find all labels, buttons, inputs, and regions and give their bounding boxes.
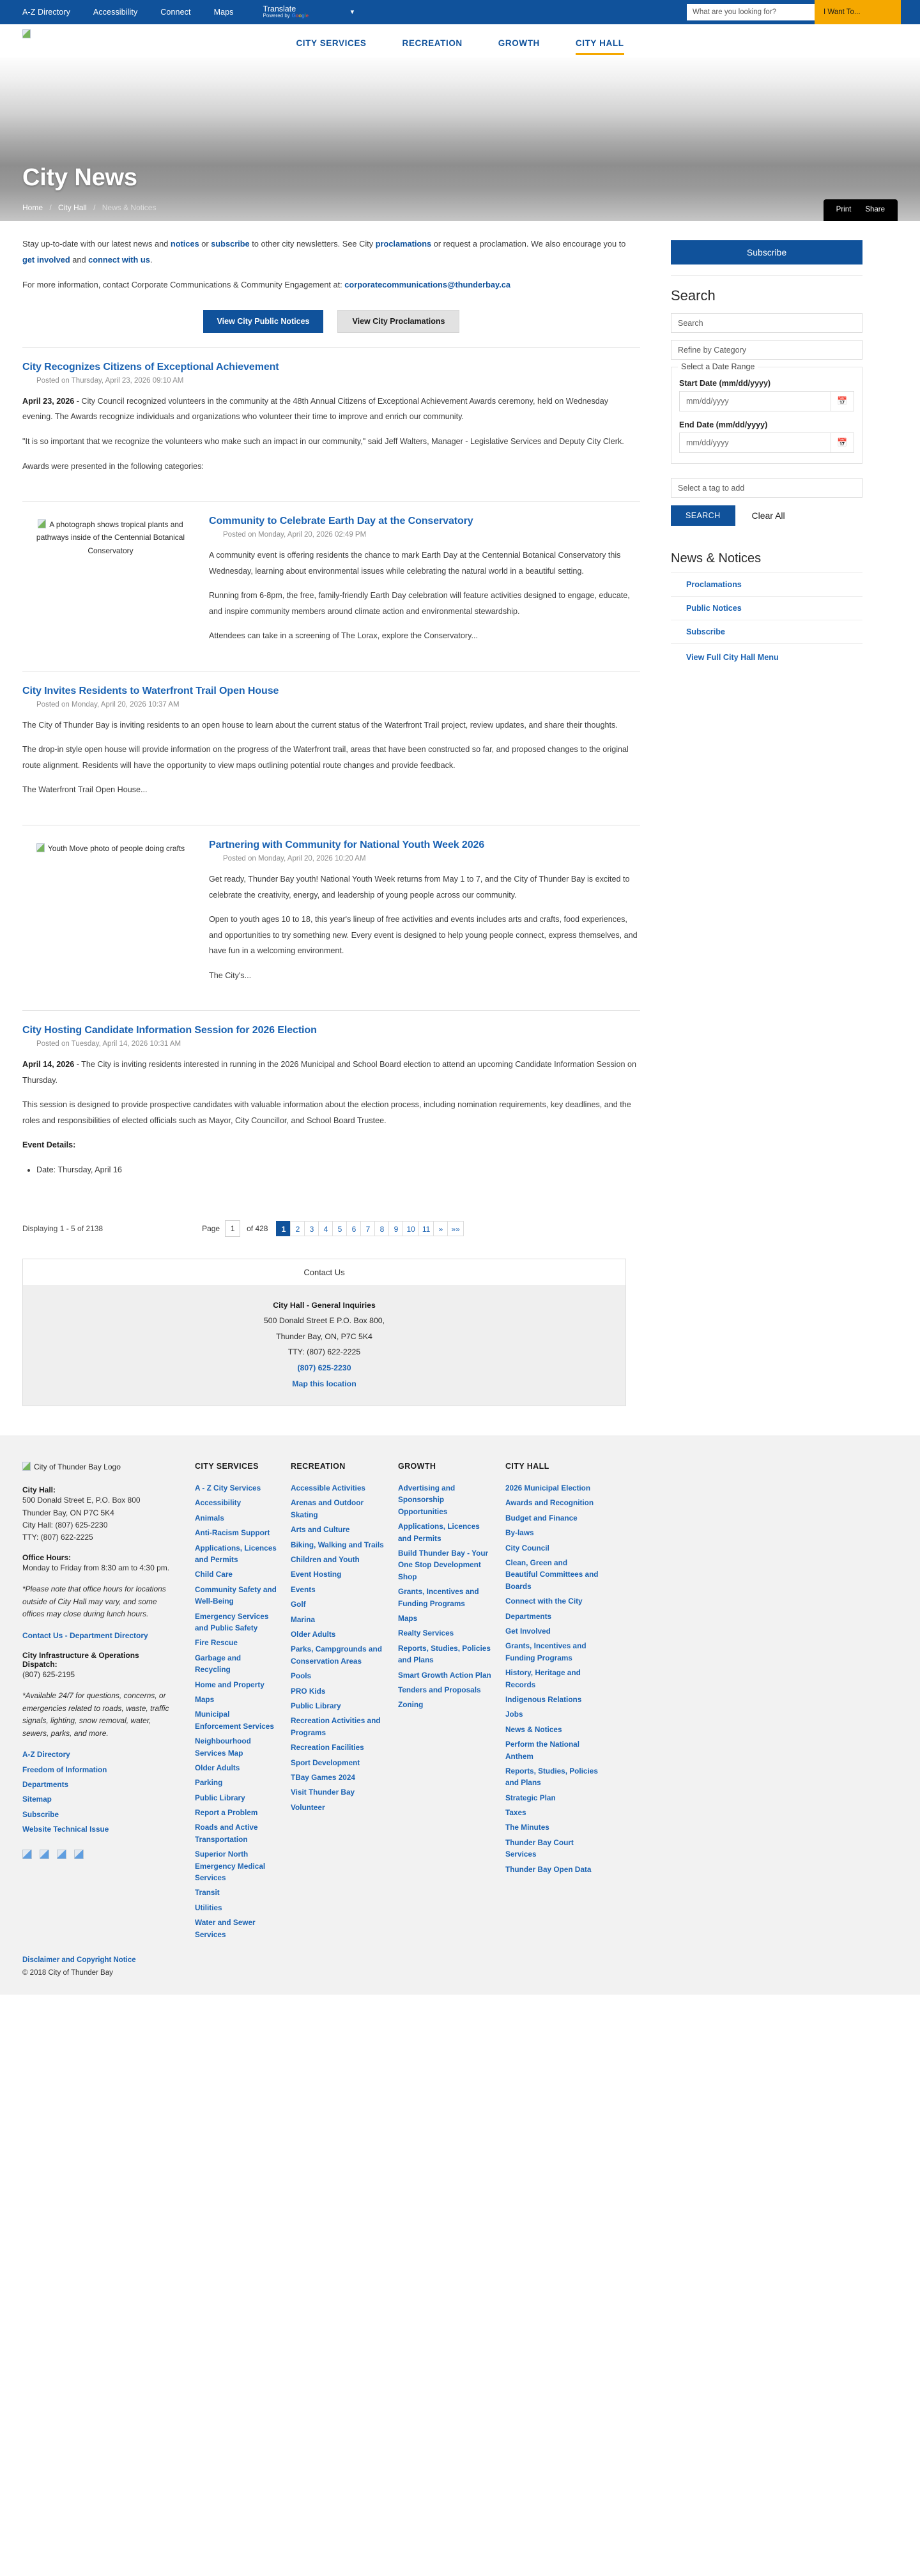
footer-heading-city-services: CITY SERVICES bbox=[195, 1462, 259, 1471]
article-lead: April 23, 2026 - City Council recognized volunteers in the community at the 48th Annual Citizens of Exceptional Achievement Awards ceremony, held on Wednesday evening. The Awards recognize individuals and organizations who volunteer their time to improve and enrich our community. bbox=[22, 396, 609, 422]
footer-link-az-directory[interactable]: A-Z Directory bbox=[22, 1750, 70, 1759]
news-article bbox=[22, 348, 640, 487]
pager-page-3[interactable]: 3 bbox=[304, 1221, 319, 1236]
footer-link[interactable]: Maps bbox=[195, 1694, 215, 1704]
footer-link[interactable]: Connect with the City bbox=[505, 1597, 583, 1606]
pager-page-4[interactable]: 4 bbox=[318, 1221, 333, 1236]
footer-link[interactable]: Accessible Activities bbox=[291, 1483, 365, 1493]
sidebar-view-full-menu-link[interactable]: View Full City Hall Menu bbox=[686, 653, 779, 662]
footer-link[interactable]: Older Adults bbox=[195, 1763, 240, 1772]
pager-total-pages: of 428 bbox=[247, 1223, 268, 1233]
footer-link[interactable]: Child Care bbox=[195, 1570, 233, 1579]
contact-address-line-2: Thunder Bay, ON, P7C 5K4 bbox=[276, 1331, 372, 1341]
footer-link[interactable]: Roads and Active Transportation bbox=[195, 1823, 258, 1844]
footer-link[interactable]: Applications, Licences and Permits bbox=[195, 1543, 277, 1565]
site-logo-icon[interactable] bbox=[22, 29, 31, 38]
date-range-fieldset bbox=[671, 362, 862, 464]
broken-image-icon bbox=[38, 519, 46, 528]
broken-image-icon bbox=[22, 1462, 31, 1471]
youtube-icon[interactable] bbox=[74, 1850, 84, 1859]
utility-bar bbox=[0, 0, 920, 24]
view-public-notices-button[interactable]: View City Public Notices bbox=[203, 310, 324, 333]
broken-image-icon bbox=[36, 843, 45, 852]
pager-page-2[interactable]: 2 bbox=[290, 1221, 305, 1236]
end-date-field[interactable] bbox=[679, 433, 854, 453]
footer-link[interactable]: Grants, Incentives and Funding Programs bbox=[398, 1587, 479, 1608]
article-title bbox=[22, 362, 640, 373]
article-title-link[interactable]: Community to Celebrate Earth Day at the Conservatory bbox=[209, 516, 473, 527]
footer-tty: TTY: (807) 622-2225 bbox=[22, 1533, 93, 1542]
pager-page-7[interactable]: 7 bbox=[360, 1221, 375, 1236]
link-get-involved[interactable]: get involved bbox=[22, 254, 70, 264]
breadcrumb-separator: / bbox=[49, 203, 52, 212]
news-article bbox=[22, 1011, 640, 1188]
breadcrumb-home[interactable]: Home bbox=[22, 203, 43, 212]
news-article bbox=[22, 825, 640, 996]
news-article bbox=[22, 502, 640, 657]
footer-heading-growth: GROWTH bbox=[398, 1462, 436, 1471]
utility-link-maps[interactable]: Maps bbox=[213, 8, 234, 17]
footer-link[interactable]: Events bbox=[291, 1584, 316, 1594]
footer-contact-column bbox=[22, 1462, 195, 1943]
footer-phone: City Hall: (807) 625-2230 bbox=[22, 1520, 108, 1529]
footer-link[interactable]: Home and Property bbox=[195, 1680, 264, 1689]
sidebar-clear-all-button[interactable]: Clear All bbox=[751, 510, 785, 521]
intro-block bbox=[22, 236, 640, 348]
footer-link[interactable]: Biking, Walking and Trails bbox=[291, 1540, 384, 1549]
end-date-input[interactable]: mm/dd/yyyy bbox=[686, 438, 729, 447]
article-lead: A community event is offering residents the chance to mark Earth Day at the Centennial Botanical Conservatory this Wednesday, learning about environmental issues while celebrating the natural world in a beautiful setting. bbox=[209, 551, 621, 576]
footer-link[interactable]: By-laws bbox=[505, 1528, 534, 1538]
article-paragraph-2: Running from 6-8pm, the free, family-friendly Earth Day celebration will feature activities designed to engage, educate, and inspire community members around climate action and environmental stewardship. bbox=[209, 591, 630, 616]
facebook-icon[interactable] bbox=[22, 1850, 32, 1859]
footer-link-freedom-of-information[interactable]: Freedom of Information bbox=[22, 1765, 107, 1774]
footer-department-directory-link[interactable]: Contact Us - Department Directory bbox=[22, 1630, 148, 1640]
i-want-to-button[interactable]: I Want To... bbox=[815, 0, 901, 24]
nav-growth[interactable]: GROWTH bbox=[498, 38, 540, 48]
article-title bbox=[22, 1025, 640, 1036]
article-title bbox=[209, 839, 640, 851]
footer-link[interactable]: Awards and Recognition bbox=[505, 1498, 594, 1508]
translate-widget[interactable] bbox=[263, 5, 309, 19]
pagination bbox=[22, 1220, 640, 1237]
site-header bbox=[0, 24, 920, 57]
link-proclamations[interactable]: proclamations bbox=[375, 239, 432, 249]
footer-cityhall-label: City Hall: bbox=[22, 1485, 56, 1495]
sidebar-category-select[interactable]: Refine by Category bbox=[671, 340, 862, 360]
footer-column-growth bbox=[398, 1462, 505, 1943]
site-footer bbox=[0, 1436, 920, 1995]
nav-city-hall[interactable]: CITY HALL bbox=[576, 38, 624, 55]
sidebar-link-proclamations[interactable]: Proclamations bbox=[671, 572, 862, 596]
calendar-icon[interactable]: 📅 bbox=[831, 392, 854, 411]
utility-link-connect[interactable]: Connect bbox=[160, 8, 191, 17]
contact-tty: TTY: (807) 622-2225 bbox=[288, 1347, 361, 1357]
main-navigation bbox=[0, 38, 920, 55]
footer-link[interactable]: Reports, Studies, Policies and Plans bbox=[505, 1766, 598, 1788]
article-thumbnail[interactable] bbox=[22, 839, 199, 992]
footer-link[interactable]: Report a Problem bbox=[195, 1808, 258, 1818]
sidebar-search-actions bbox=[671, 505, 888, 526]
footer-link[interactable]: Reports, Studies, Policies and Plans bbox=[398, 1643, 491, 1665]
footer-logo-alt: City of Thunder Bay Logo bbox=[34, 1462, 121, 1472]
footer-link[interactable]: Visit Thunder Bay bbox=[291, 1788, 355, 1797]
article-title-link[interactable]: City Hosting Candidate Information Session for 2026 Election bbox=[22, 1025, 317, 1036]
footer-link[interactable]: Arenas and Outdoor Skating bbox=[291, 1498, 364, 1519]
footer-link[interactable]: Animals bbox=[195, 1513, 224, 1522]
footer-link-departments[interactable]: Departments bbox=[22, 1780, 69, 1789]
sidebar-link-public-notices[interactable]: Public Notices bbox=[671, 596, 862, 620]
footer-available-note: *Available 24/7 for questions, concerns, or emergencies related to roads, waste, traffic signals, lighting, snow removal, water, sewers, parks, and more. bbox=[22, 1691, 169, 1738]
article-thumbnail[interactable] bbox=[22, 516, 199, 653]
sidebar-news-list bbox=[671, 572, 862, 644]
footer-link[interactable]: Community Safety and Well-Being bbox=[195, 1584, 277, 1606]
article-paragraph-2: The drop-in style open house will provide information on the progress of the Waterfront trail, areas that have been constructed so far, and proposed changes to the original route alignment. Residents will have the opportunity to view maps outlining potential route changes and provide feedback. bbox=[22, 745, 629, 770]
footer-link[interactable]: Tenders and Proposals bbox=[398, 1685, 481, 1694]
footer-link[interactable]: Golf bbox=[291, 1600, 306, 1609]
article-posted-date: Posted on Thursday, April 23, 2026 09:10 AM bbox=[36, 376, 184, 385]
article-paragraph-3: Awards were presented in the following categories: bbox=[22, 461, 204, 471]
article-paragraph-3: The City's... bbox=[209, 970, 252, 980]
footer-links-growth bbox=[398, 1482, 491, 1711]
pager-last-button[interactable]: »» bbox=[447, 1221, 463, 1236]
footer-link[interactable]: Strategic Plan bbox=[505, 1793, 556, 1802]
footer-link[interactable]: Recreation Activities and Programs bbox=[291, 1716, 381, 1737]
pager-page-1[interactable]: 1 bbox=[276, 1221, 291, 1236]
footer-logo[interactable] bbox=[22, 1462, 176, 1471]
contact-card bbox=[22, 1259, 626, 1407]
footer-link[interactable]: Anti-Racism Support bbox=[195, 1528, 270, 1538]
footer-link[interactable]: Indigenous Relations bbox=[505, 1694, 582, 1704]
footer-link[interactable]: Applications, Licences and Permits bbox=[398, 1522, 480, 1543]
start-date-input[interactable]: mm/dd/yyyy bbox=[686, 397, 729, 406]
pager-page-11[interactable]: 11 bbox=[418, 1221, 434, 1236]
footer-link[interactable]: News & Notices bbox=[505, 1724, 562, 1734]
footer-link[interactable]: Transit bbox=[195, 1888, 220, 1897]
contact-card-heading: Contact Us bbox=[23, 1259, 625, 1286]
pager-next-button[interactable]: » bbox=[433, 1221, 448, 1236]
pager-page-input[interactable] bbox=[225, 1220, 240, 1237]
footer-link[interactable]: Pools bbox=[291, 1671, 312, 1681]
article-lead-date: April 14, 2026 bbox=[22, 1060, 75, 1070]
social-icons bbox=[22, 1850, 176, 1859]
footer-link[interactable]: City Council bbox=[505, 1543, 549, 1552]
footer-link[interactable]: Water and Sewer Services bbox=[195, 1918, 256, 1939]
footer-link-subscribe[interactable]: Subscribe bbox=[22, 1809, 59, 1819]
chevron-down-icon[interactable]: ▾ bbox=[350, 8, 355, 16]
article-thumbnail-alt: Youth Move photo of people doing crafts bbox=[47, 843, 185, 853]
footer-link[interactable]: Parks, Campgrounds and Conservation Areas bbox=[291, 1644, 382, 1666]
footer-link[interactable]: Volunteer bbox=[291, 1802, 325, 1812]
link-connect-with-us[interactable]: connect with us bbox=[88, 254, 150, 264]
footer-link[interactable]: Garbage and Recycling bbox=[195, 1653, 241, 1675]
footer-link[interactable]: PRO Kids bbox=[291, 1686, 326, 1696]
footer-link[interactable]: Get Involved bbox=[505, 1627, 551, 1636]
footer-link[interactable]: TBay Games 2024 bbox=[291, 1772, 355, 1782]
article-bullet-list bbox=[22, 1162, 640, 1178]
breadcrumb-city-hall[interactable]: City Hall bbox=[58, 203, 87, 212]
footer-dispatch-phone: (807) 625-2195 bbox=[22, 1670, 75, 1680]
article-posted-date: Posted on Monday, April 20, 2026 02:49 PM bbox=[223, 531, 367, 539]
footer-link[interactable]: Fire Rescue bbox=[195, 1638, 238, 1648]
footer-column-city-services bbox=[195, 1462, 291, 1943]
footer-link[interactable]: Zoning bbox=[398, 1700, 424, 1710]
article-lead: Get ready, Thunder Bay youth! National Youth Week returns from May 1 to 7, and the City of Thunder Bay is excited to celebrate the creativity, energy, and leadership of young people across our community. bbox=[209, 874, 630, 900]
footer-column-recreation bbox=[291, 1462, 398, 1943]
page-hero bbox=[0, 57, 920, 221]
footer-link[interactable]: Departments bbox=[505, 1611, 552, 1621]
contact-phone-link[interactable]: (807) 625-2230 bbox=[297, 1363, 351, 1372]
footer-link[interactable]: The Minutes bbox=[505, 1823, 549, 1832]
contact-map-link[interactable]: Map this location bbox=[292, 1379, 356, 1388]
footer-link[interactable]: Older Adults bbox=[291, 1630, 336, 1639]
contact-name: City Hall - General Inquiries bbox=[273, 1300, 376, 1310]
article-paragraph-3: The Waterfront Trail Open House... bbox=[22, 785, 148, 795]
footer-heading-recreation: RECREATION bbox=[291, 1462, 346, 1471]
contact-card-body bbox=[23, 1286, 625, 1406]
footer-link[interactable]: Maps bbox=[398, 1614, 418, 1623]
footer-link[interactable]: Jobs bbox=[505, 1710, 523, 1719]
footer-links-recreation bbox=[291, 1482, 384, 1813]
article-paragraph-2: Open to youth ages 10 to 18, this year's lineup of free activities and events includes arts and crafts, food experiences, and opportunities to try something new. Every event is designed to help young people connect, express themselves, and have fun in a welcoming environment. bbox=[209, 915, 638, 956]
global-search-input[interactable]: What are you looking for? bbox=[687, 4, 815, 20]
footer-link[interactable]: Accessibility bbox=[195, 1498, 241, 1508]
pager-page-6[interactable]: 6 bbox=[346, 1221, 361, 1236]
footer-link-website-technical-issue[interactable]: Website Technical Issue bbox=[22, 1825, 109, 1834]
breadcrumb-separator-2: / bbox=[93, 203, 96, 212]
pager-page-9[interactable]: 9 bbox=[388, 1221, 403, 1236]
article-paragraph-3: Attendees can take in a screening of The Lorax, explore the Conservatory... bbox=[209, 631, 478, 641]
article-paragraph-2: "It is so important that we recognize the volunteers who make such an impact in our community," said Jeff Walters, Manager - Legislative Services and Deputy City Clerk. bbox=[22, 436, 624, 446]
list-item: • Date: Thursday, April 16 bbox=[36, 1162, 640, 1178]
footer-link[interactable]: 2026 Municipal Election bbox=[505, 1483, 591, 1493]
footer-link[interactable]: Taxes bbox=[505, 1808, 526, 1818]
footer-heading-city-hall: CITY HALL bbox=[505, 1462, 549, 1471]
sidebar-search-heading: Search bbox=[671, 288, 716, 303]
sidebar-link-subscribe[interactable]: Subscribe bbox=[671, 620, 862, 644]
footer-columns bbox=[22, 1462, 898, 1943]
breadcrumb-current: News & Notices bbox=[102, 203, 157, 212]
sidebar-search-button[interactable]: SEARCH bbox=[671, 505, 735, 526]
link-email-corporate-communications[interactable]: corporatecommunications@thunderbay.ca bbox=[344, 279, 510, 289]
utility-link-az-directory[interactable]: A-Z Directory bbox=[22, 8, 70, 17]
pager-controls bbox=[202, 1220, 464, 1237]
utility-links bbox=[0, 0, 687, 24]
footer-link-sitemap[interactable]: Sitemap bbox=[22, 1795, 52, 1804]
breadcrumb bbox=[22, 203, 898, 212]
sidebar-search-input[interactable]: Search bbox=[671, 313, 862, 333]
calendar-icon[interactable]: 📅 bbox=[831, 433, 854, 452]
footer-disclaimer-link[interactable]: Disclaimer and Copyright Notice bbox=[22, 1956, 136, 1964]
article-lead-date: April 23, 2026 bbox=[22, 396, 75, 406]
contact-address-line-1: 500 Donald Street E P.O. Box 800, bbox=[263, 1316, 385, 1326]
footer-link[interactable]: Thunder Bay Court Services bbox=[505, 1837, 574, 1859]
footer-link[interactable]: Marina bbox=[291, 1614, 316, 1624]
footer-quick-links bbox=[22, 1749, 176, 1835]
sidebar-tag-select[interactable]: Select a tag to add bbox=[671, 478, 862, 498]
twitter-icon[interactable] bbox=[40, 1850, 49, 1859]
translate-label: Translate bbox=[263, 4, 296, 14]
footer-link[interactable]: Realty Services bbox=[398, 1629, 454, 1638]
page-body bbox=[0, 221, 920, 1406]
footer-link[interactable]: Perform the National Anthem bbox=[505, 1740, 580, 1761]
start-date-label: Start Date (mm/dd/yyyy) bbox=[679, 379, 771, 388]
footer-bottom bbox=[22, 1943, 898, 1995]
pager-page-10[interactable]: 10 bbox=[402, 1221, 418, 1236]
main-content bbox=[22, 236, 671, 1406]
news-article bbox=[22, 671, 640, 811]
article-posted-date: Posted on Monday, April 20, 2026 10:37 AM bbox=[36, 700, 180, 709]
nav-city-services[interactable]: CITY SERVICES bbox=[296, 38, 367, 48]
footer-link[interactable]: Grants, Incentives and Funding Programs bbox=[505, 1641, 586, 1662]
footer-hours-label: Office Hours: bbox=[22, 1552, 72, 1562]
page-title: City News bbox=[22, 164, 137, 191]
print-button[interactable]: Print bbox=[836, 206, 852, 213]
print-share-bar bbox=[824, 199, 898, 221]
footer-link[interactable]: History, Heritage and Records bbox=[505, 1668, 581, 1689]
pager-page-8[interactable]: 8 bbox=[374, 1221, 389, 1236]
google-logo: Google bbox=[291, 13, 309, 19]
footer-link[interactable]: Sport Development bbox=[291, 1758, 360, 1767]
pager-page-5[interactable]: 5 bbox=[332, 1221, 347, 1236]
footer-link[interactable]: Children and Youth bbox=[291, 1555, 360, 1565]
footer-copyright: © 2018 City of Thunder Bay bbox=[22, 1969, 113, 1977]
start-date-field[interactable] bbox=[679, 391, 854, 411]
footer-address-1: 500 Donald Street E, P.O. Box 800 bbox=[22, 1496, 141, 1505]
article-paragraph-3: Event Details: bbox=[22, 1140, 76, 1150]
footer-link[interactable]: Emergency Services and Public Safety bbox=[195, 1611, 269, 1632]
pager-page-label: Page bbox=[202, 1223, 220, 1233]
footer-link[interactable]: Parking bbox=[195, 1778, 223, 1788]
instagram-icon[interactable] bbox=[57, 1850, 66, 1859]
article-lead: The City of Thunder Bay is inviting residents to an open house to learn about the current status of the Waterfront Trail project, review updates, and share their thoughts. bbox=[22, 720, 618, 730]
end-date-label: End Date (mm/dd/yyyy) bbox=[679, 420, 768, 429]
article-title-link[interactable]: City Recognizes Citizens of Exceptional Achievement bbox=[22, 361, 279, 372]
footer-link[interactable]: Advertising and Sponsorship Opportunities bbox=[398, 1483, 456, 1516]
footer-link[interactable]: Event Hosting bbox=[291, 1570, 342, 1579]
footer-hours: Monday to Friday from 8:30 am to 4:30 pm. bbox=[22, 1563, 170, 1572]
footer-link[interactable]: Arts and Culture bbox=[291, 1525, 350, 1535]
footer-address-2: Thunder Bay, ON P7C 5K4 bbox=[22, 1508, 114, 1517]
nav-recreation[interactable]: RECREATION bbox=[402, 38, 463, 48]
date-range-legend: Select a Date Range bbox=[678, 362, 758, 371]
article-posted-date: Posted on Tuesday, April 14, 2026 10:31 AM bbox=[36, 1040, 181, 1048]
view-proclamations-button[interactable]: View City Proclamations bbox=[337, 310, 459, 333]
footer-link[interactable]: Smart Growth Action Plan bbox=[398, 1670, 491, 1680]
share-button[interactable]: Share bbox=[865, 206, 885, 213]
link-notices[interactable]: notices bbox=[170, 239, 199, 249]
footer-links-city-services bbox=[195, 1482, 277, 1940]
article-title bbox=[209, 516, 640, 527]
link-subscribe[interactable]: subscribe bbox=[211, 239, 250, 249]
footer-dispatch-label: City Infrastructure & Operations Dispatch: bbox=[22, 1651, 139, 1669]
footer-link[interactable]: Build Thunder Bay - Your One Stop Development Shop bbox=[398, 1549, 489, 1581]
article-title-link[interactable]: City Invites Residents to Waterfront Trail Open House bbox=[22, 685, 279, 696]
footer-link[interactable]: Neighbourhood Services Map bbox=[195, 1736, 251, 1758]
footer-link[interactable]: Thunder Bay Open Data bbox=[505, 1864, 592, 1874]
footer-links-city-hall bbox=[505, 1482, 599, 1875]
pagination-summary: Displaying 1 - 5 of 2138 bbox=[22, 1223, 103, 1233]
footer-link[interactable]: A - Z City Services bbox=[195, 1483, 261, 1493]
footer-link[interactable]: Public Library bbox=[195, 1793, 245, 1802]
footer-link[interactable]: Recreation Facilities bbox=[291, 1743, 364, 1752]
article-title-link[interactable]: Partnering with Community for National Youth Week 2026 bbox=[209, 839, 485, 850]
footer-link[interactable]: Public Library bbox=[291, 1701, 341, 1710]
footer-column-city-hall bbox=[505, 1462, 613, 1943]
sidebar bbox=[671, 236, 888, 662]
article-thumbnail-alt: A photograph shows tropical plants and pathways inside of the Centennial Botanical Conservatory bbox=[36, 520, 185, 555]
footer-link[interactable]: Budget and Finance bbox=[505, 1513, 578, 1522]
divider bbox=[671, 275, 862, 276]
sidebar-news-heading: News & Notices bbox=[671, 551, 762, 565]
translate-powered-by: Powered by Google bbox=[263, 13, 309, 19]
sidebar-subscribe-button[interactable]: Subscribe bbox=[671, 240, 862, 264]
article-posted-date: Posted on Monday, April 20, 2026 10:20 AM bbox=[223, 854, 366, 862]
intro-paragraph-1: Stay up-to-date with our latest news and notices or subscribe to other city newsletters. See City proclamations or request a proclamation. We also encourage you to get involved and connect with us. bbox=[22, 239, 626, 264]
footer-link[interactable]: Utilities bbox=[195, 1903, 222, 1912]
article-paragraph-2: This session is designed to provide prospective candidates with valuable information about the election process, including nomination requirements, key deadlines, and the roles and responsibilities of elected officials such as Mayor, City Councillor, and School Board Trustee. bbox=[22, 1100, 631, 1125]
footer-hours-note: *Please note that office hours for locations outside of City Hall may vary, and some offices may close during lunch hours. bbox=[22, 1584, 166, 1619]
intro-button-row bbox=[22, 310, 640, 333]
article-lead: April 14, 2026 - The City is inviting residents interested in running in the 2026 Municipal and School Board election to attend an upcoming Candidate Information Session on Thursday. bbox=[22, 1060, 636, 1085]
intro-paragraph-2: For more information, contact Corporate Communications & Community Engagement at: corporatecommunications@thunderbay.ca bbox=[22, 279, 510, 289]
footer-link[interactable]: Clean, Green and Beautiful Committees and Boards bbox=[505, 1558, 599, 1591]
article-title bbox=[22, 686, 640, 697]
footer-link[interactable]: Municipal Enforcement Services bbox=[195, 1710, 274, 1731]
utility-link-accessibility[interactable]: Accessibility bbox=[93, 8, 138, 17]
footer-link[interactable]: Superior North Emergency Medical Services bbox=[195, 1850, 266, 1883]
